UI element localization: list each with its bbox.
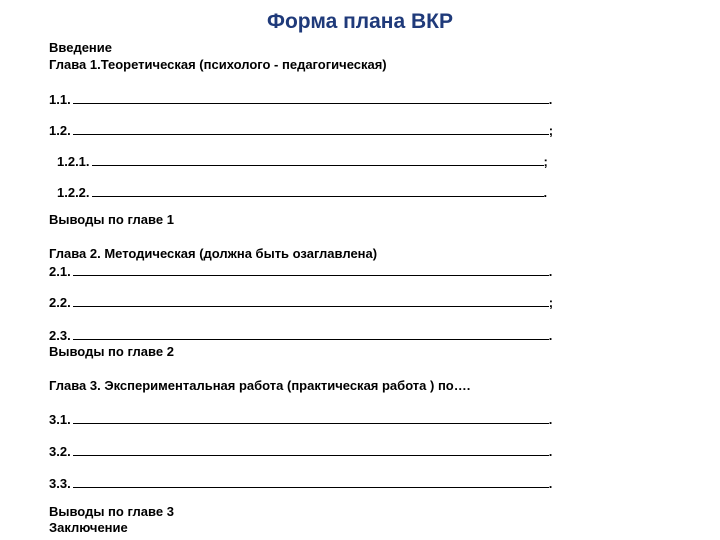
blank-rule <box>73 122 549 135</box>
line-end-mark: . <box>543 185 548 200</box>
chapter1-conclusions: Выводы по главе 1 <box>49 212 174 227</box>
chapter1-heading: Глава 1.Теоретическая (психолого - педагогическая) <box>49 57 387 72</box>
section-1-2-line <box>49 122 553 139</box>
chapter3-conclusions: Выводы по главе 3 <box>49 504 174 519</box>
line-end-mark: . <box>548 92 553 107</box>
section-1-1-line <box>49 91 552 108</box>
section-number: 1.2.1. <box>57 154 90 169</box>
line-end-mark: . <box>548 328 553 343</box>
section-number: 3.3. <box>49 476 71 491</box>
blank-rule <box>73 443 549 456</box>
blank-rule <box>73 294 549 307</box>
section-number: 3.2. <box>49 444 71 459</box>
intro-heading: Введение <box>49 40 112 55</box>
section-number: 1.2. <box>49 123 71 138</box>
section-3-1-line <box>49 411 552 428</box>
section-number: 3.1. <box>49 412 71 427</box>
blank-rule <box>73 327 549 340</box>
section-2-1-line <box>49 263 552 280</box>
section-3-3-line <box>49 475 552 492</box>
blank-rule <box>73 411 549 424</box>
line-end-mark: . <box>548 264 553 279</box>
section-number: 2.1. <box>49 264 71 279</box>
line-end-mark: ; <box>543 154 548 169</box>
section-number: 1.2.2. <box>57 185 90 200</box>
chapter2-heading: Глава 2. Методическая (должна быть озаглавлена) <box>49 246 378 261</box>
section-3-2-line <box>49 443 552 460</box>
section-number: 2.3. <box>49 328 71 343</box>
line-end-mark: ; <box>548 123 554 138</box>
chapter2-conclusions: Выводы по главе 2 <box>49 344 174 359</box>
blank-rule <box>73 91 549 104</box>
line-end-mark: . <box>548 476 553 491</box>
section-number: 2.2. <box>49 295 71 310</box>
blank-rule <box>73 263 549 276</box>
line-end-mark: ; <box>548 295 554 310</box>
page-title: Форма плана ВКР <box>267 10 453 33</box>
section-number: 1.1. <box>49 92 71 107</box>
conclusion-heading: Заключение <box>49 520 128 535</box>
blank-rule <box>92 184 544 197</box>
section-1-2-1-line <box>57 153 548 170</box>
section-2-2-line <box>49 294 553 311</box>
line-end-mark: . <box>548 444 553 459</box>
section-1-2-2-line <box>57 184 547 201</box>
chapter3-heading: Глава 3. Экспериментальная работа (практическая работа ) по…. <box>49 378 471 393</box>
line-end-mark: . <box>548 412 553 427</box>
blank-rule <box>92 153 544 166</box>
blank-rule <box>73 475 549 488</box>
section-2-3-line <box>49 327 552 344</box>
